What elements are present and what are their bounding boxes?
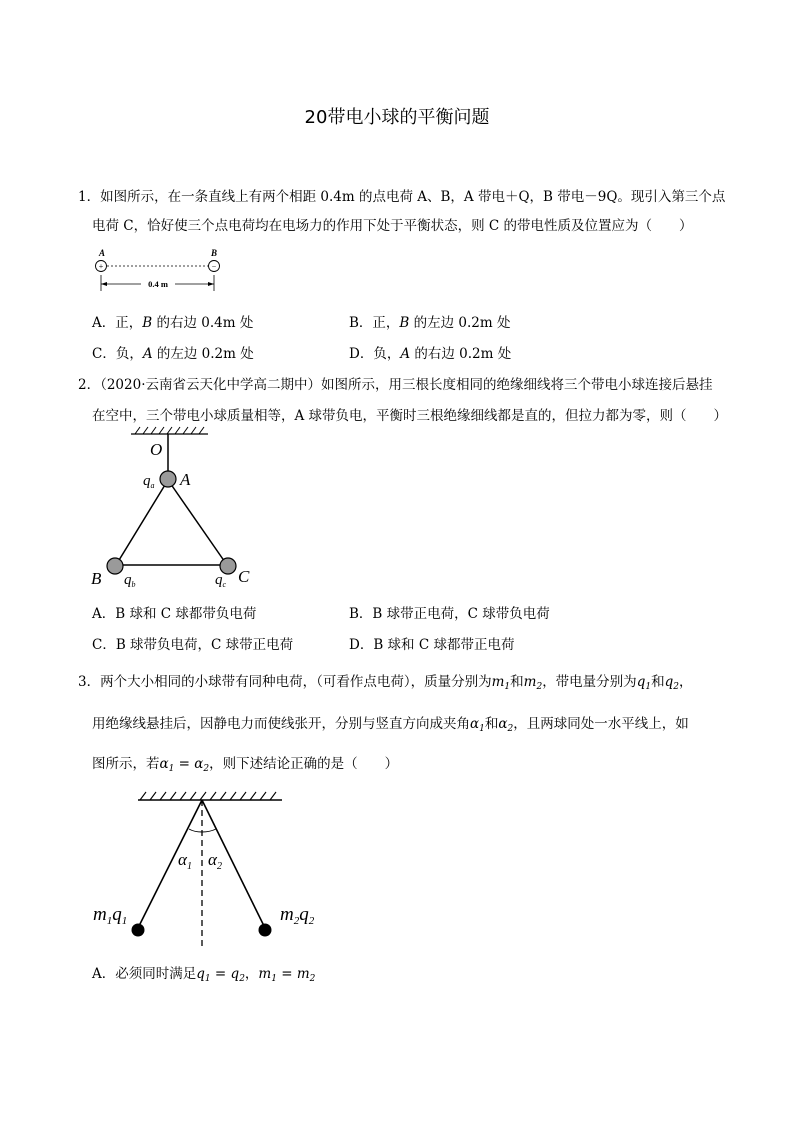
q1-text-line1: 如图所示，在一条直线上有两个相距 0.4m 的点电荷 A、B，A 带电＋Q，B 带电－9Q。现引入第三个点	[100, 189, 726, 205]
q3-line2	[92, 712, 689, 734]
q3-line1-d: 和	[651, 674, 665, 690]
q1-option-c-var: A	[142, 346, 153, 362]
q3-line1-c: ，带电量分别为	[542, 674, 637, 690]
q3-line2-b: 和	[484, 716, 499, 732]
q1-charge-b-sign: −	[211, 262, 217, 271]
q1-line2: 电荷 C，恰好使三个点电荷均在电场力的作用下处于平衡状态，则 C 的带电性质及位置应为（ ）	[92, 218, 693, 234]
q3-condition: $\alpha_1 = \alpha_2$	[159, 756, 210, 774]
q3-label-alpha1: $\alpha_1$	[178, 850, 192, 872]
q3-label-alpha2: $\alpha_2$	[208, 850, 222, 872]
q2-thread-ac	[168, 480, 227, 565]
q1-option-c-suffix: 的左边 0.2m 处	[152, 346, 254, 362]
q2-number: 2．	[78, 377, 101, 393]
q3-line3	[92, 752, 398, 774]
q2-label-qa: $q_a$	[143, 473, 155, 490]
q2-label-qc: $q_c$	[215, 572, 227, 589]
q3-alpha2: $\alpha_2$	[498, 716, 514, 734]
q2-label-qb: $q_b$	[124, 572, 136, 589]
q3-line2-c: ，且两球同处一水平线上，如	[513, 716, 689, 732]
q1-option-b-prefix: B．正，	[349, 315, 400, 331]
q3-line1-a: 两个大小相同的小球带有同种电荷，（可看作点电荷），质量分别为	[100, 674, 492, 690]
q1-option-a-var: B	[142, 315, 153, 331]
q3-option-a-sep: ，	[244, 966, 259, 982]
q1-option-b-var: B	[399, 315, 410, 331]
q2-line2: 在空中，三个带电小球质量相等，A 球带负电，平衡时三根绝缘细线都是直的，但拉力都为零，则（ ）	[92, 408, 728, 424]
q3-line1	[78, 670, 692, 692]
q1-line1	[78, 185, 725, 205]
q2-ball-a-icon	[160, 471, 176, 487]
q3-option-a-eq2: $m_1 = m_2$	[258, 966, 316, 984]
q3-ceiling-hatch	[140, 792, 276, 800]
q1-option-d-prefix: D．负，	[349, 346, 401, 362]
q2-label-c: C	[238, 567, 250, 586]
q3-option-a-eq1: $q_1 = q_2$	[196, 966, 245, 984]
q2-ceiling-hatch	[135, 427, 204, 434]
q1-figure	[85, 245, 235, 295]
q1-option-d	[349, 342, 511, 362]
q3-number: 3．	[78, 674, 101, 690]
q2-figure	[88, 425, 258, 595]
q3-angle-arc-left	[189, 829, 202, 832]
q2-line1	[78, 373, 713, 393]
q1-arrow-left-icon	[101, 282, 107, 286]
q3-line3-a: 图所示，若	[92, 756, 160, 772]
page-title: 20带电小球的平衡问题	[304, 107, 490, 128]
q1-fig-distance: 0.4 m	[148, 279, 168, 289]
q3-line1-e: ，	[678, 674, 693, 690]
q1-option-c-prefix: C．负，	[92, 346, 143, 362]
q2-ball-b-icon	[107, 558, 123, 574]
q2-text-line1: （2020·云南省云天化中学高二期中）如图所示，用三根长度相同的绝缘细线将三个带电小球连接后悬挂	[100, 377, 713, 393]
q1-fig-label-b: B	[211, 248, 218, 258]
q1-option-c	[92, 342, 254, 362]
q1-option-b	[349, 311, 511, 331]
q1-charge-a-sign: +	[98, 262, 104, 271]
q1-fig-label-a: A	[99, 248, 106, 258]
q3-m2: $m_2$	[523, 674, 543, 692]
q3-line1-b: 和	[510, 674, 524, 690]
q3-thread-left	[138, 800, 202, 928]
q3-line3-b: ，则下述结论正确的是（ ）	[209, 756, 399, 772]
q3-figure	[90, 785, 340, 960]
q2-label-b: B	[91, 569, 102, 588]
q2-label-a: A	[180, 470, 191, 489]
q3-q1: $q_1$	[636, 674, 652, 692]
q2-thread-ab	[116, 480, 168, 565]
q1-option-b-suffix: 的左边 0.2m 处	[409, 315, 511, 331]
q1-option-d-var: A	[400, 346, 411, 362]
q1-option-a-prefix: A．正，	[92, 315, 143, 331]
q1-option-a	[92, 311, 253, 331]
q3-m1: $m_1$	[491, 674, 511, 692]
q3-ball-1-icon	[132, 924, 145, 937]
q2-option-d: D．B 球和 C 球都带正电荷	[349, 637, 515, 653]
q3-q2: $q_2$	[664, 674, 679, 692]
q2-option-b: B．B 球带正电荷，C 球带负电荷	[349, 606, 550, 622]
q3-option-a-prefix: A．必须同时满足	[92, 966, 197, 982]
q3-option-a	[92, 962, 315, 984]
q2-label-o: O	[150, 440, 163, 459]
q3-label-m1q1: $m_1q_1$	[93, 904, 128, 927]
q3-line2-a: 用绝缘线悬挂后，因静电力而使线张开，分别与竖直方向成夹角	[92, 716, 470, 732]
q1-option-a-suffix: 的右边 0.4m 处	[152, 315, 254, 331]
q3-label-m2q2: $m_2q_2$	[280, 904, 315, 927]
q2-option-c: C．B 球带负电荷，C 球带正电荷	[92, 637, 294, 653]
q1-number: 1．	[78, 189, 101, 205]
q3-ball-2-icon	[259, 924, 272, 937]
q1-arrow-right-icon	[208, 282, 214, 286]
q1-option-d-suffix: 的右边 0.2m 处	[410, 346, 512, 362]
q2-option-a: A．B 球和 C 球都带负电荷	[92, 606, 257, 622]
q3-angle-arc-right	[202, 829, 216, 832]
q3-alpha1: $\alpha_1$	[470, 716, 485, 734]
